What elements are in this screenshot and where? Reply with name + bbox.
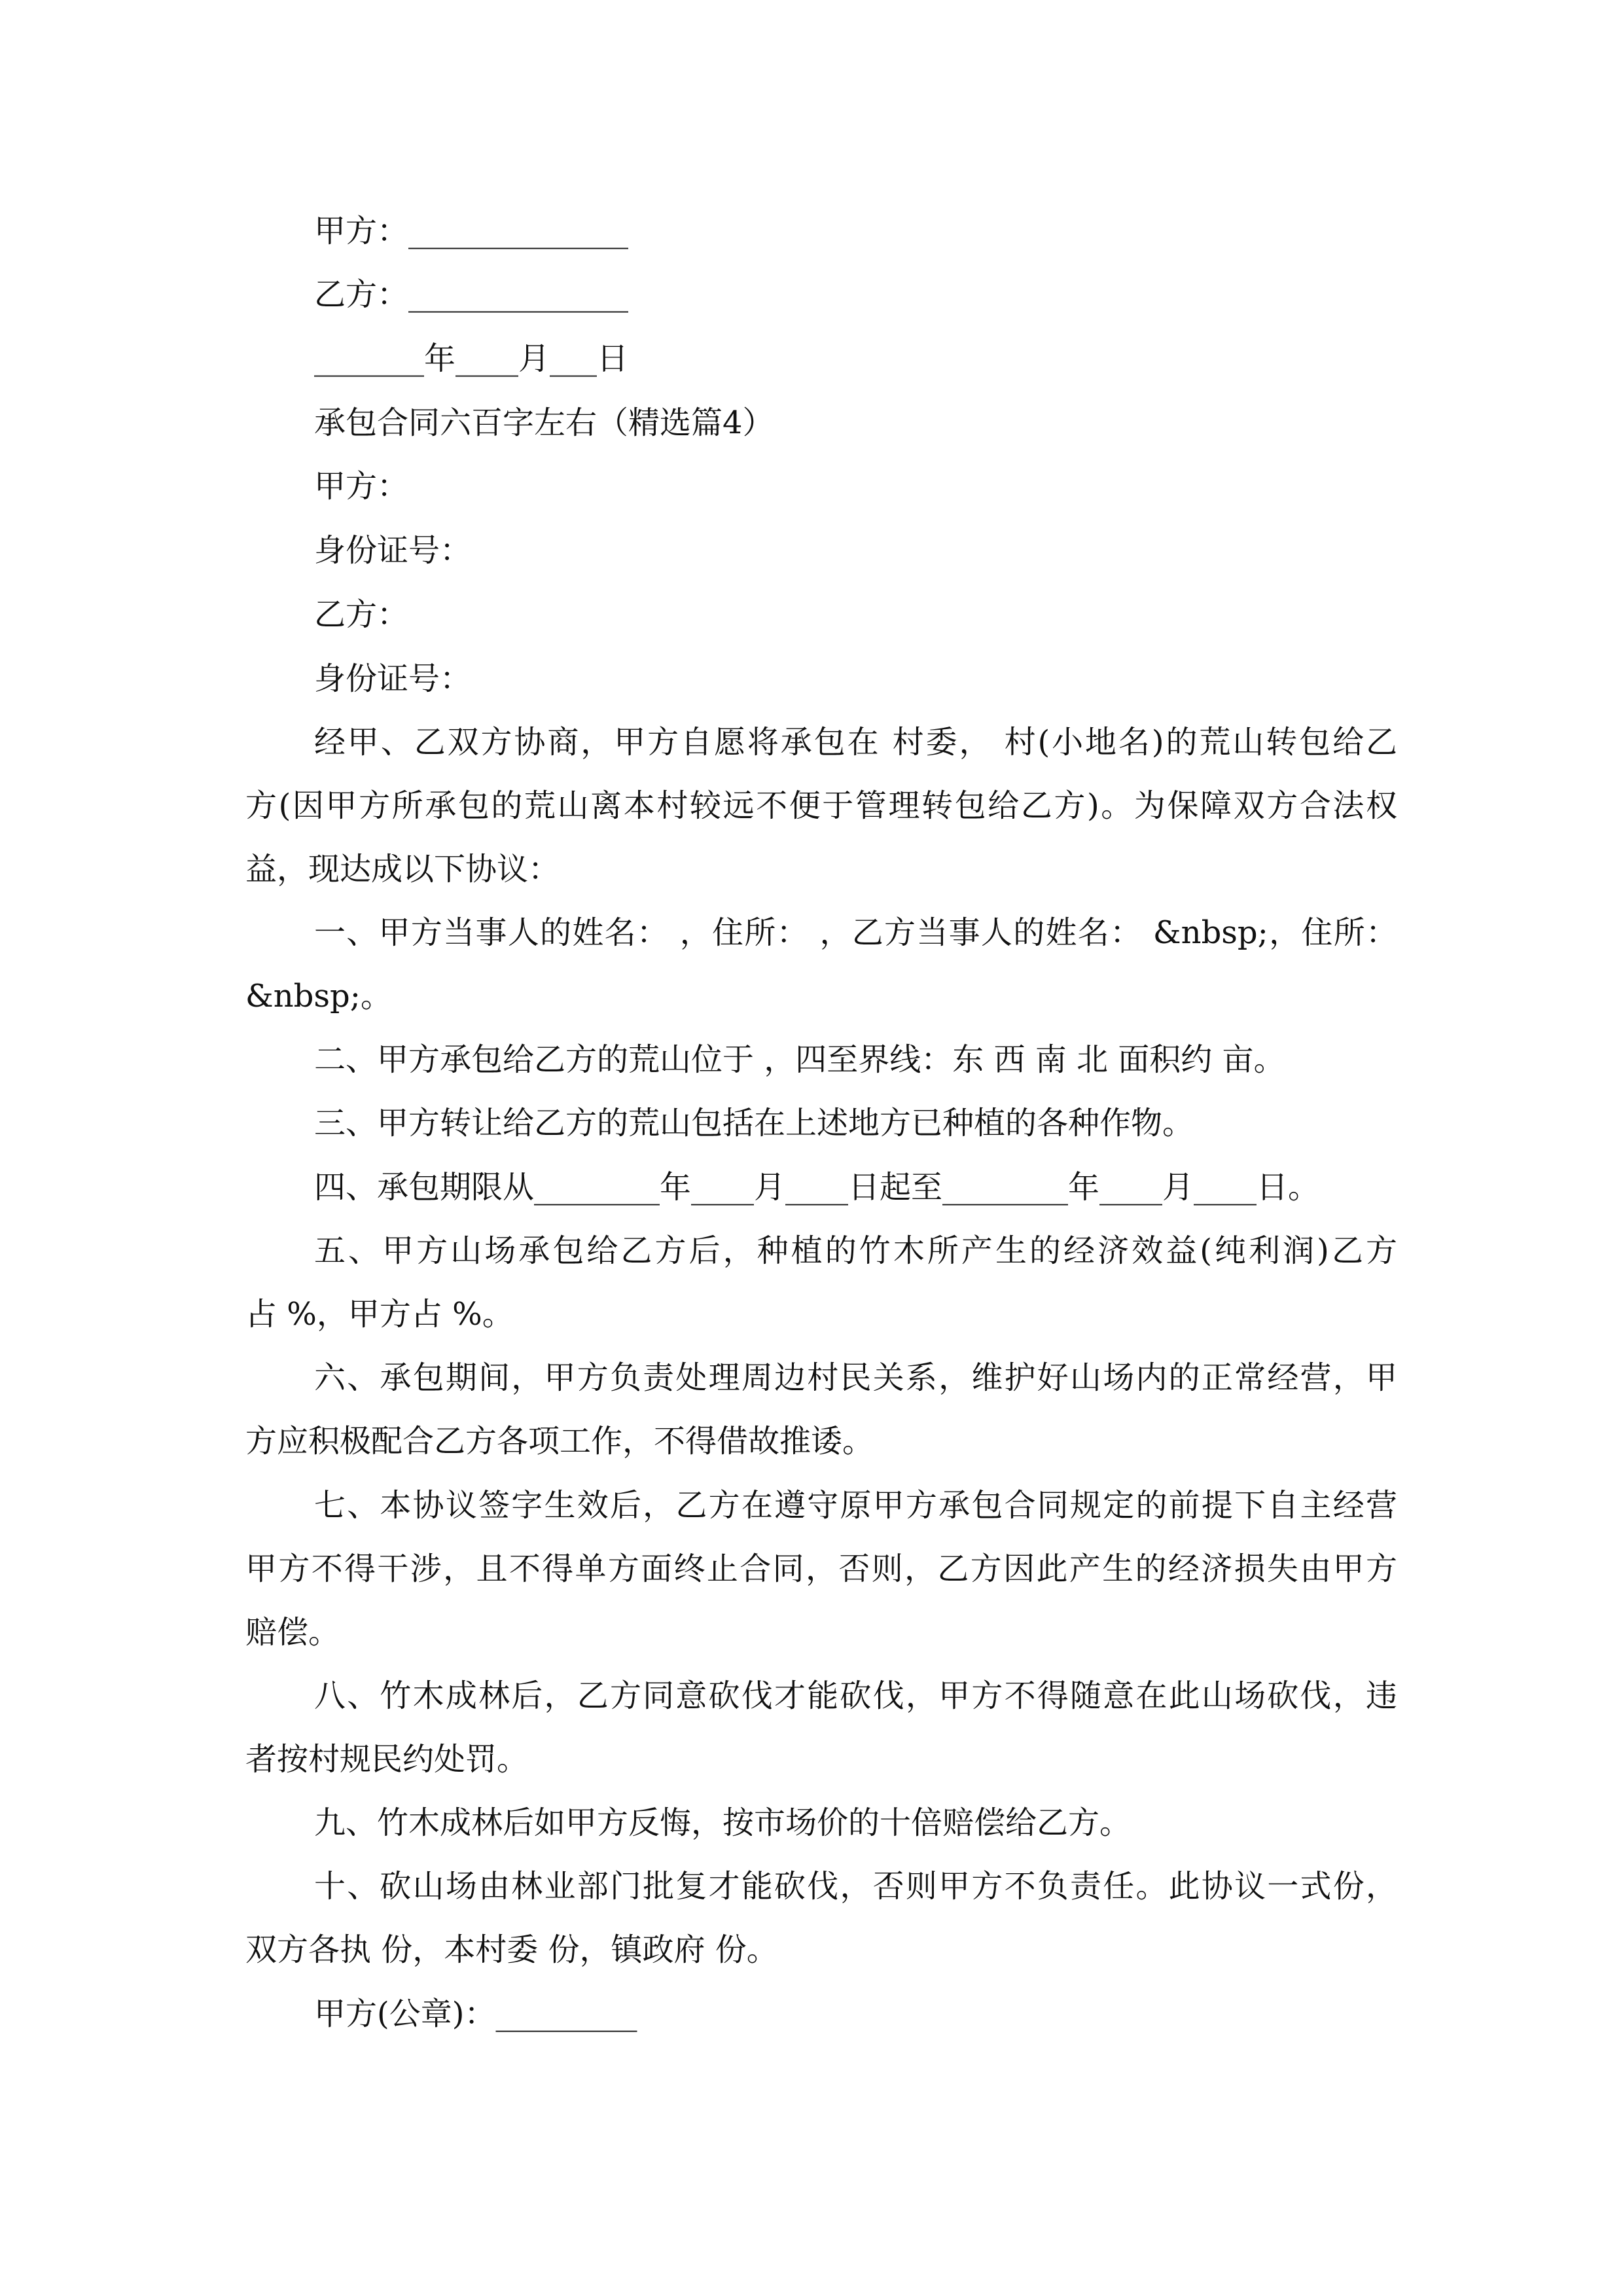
section-title: 承包合同六百字左右（精选篇4）	[314, 404, 774, 441]
signature-party-a-seal: 甲方(公章)：_________	[314, 1996, 637, 2032]
clause-6-line: 方应积极配合乙方各项工作，不得借故推诿。	[245, 1423, 874, 1460]
clause-1-line: &nbsp;。	[245, 978, 392, 1014]
signature-party-b: 乙方：______________	[314, 276, 629, 313]
signature-party-a: 甲方：______________	[314, 213, 629, 249]
clause-7-line: 赔偿。	[245, 1614, 340, 1651]
intro-line: 益，现达成以下协议：	[245, 851, 560, 888]
clause-9-line: 九、竹木成林后如甲方反悔，按市场价的十倍赔偿给乙方。	[314, 1804, 1132, 1841]
header-id-a: 身份证号：	[314, 532, 472, 569]
clause-10-line: 双方各执 份，本村委 份，镇政府 份。	[245, 1931, 778, 1968]
intro-line: 方(因甲方所承包的荒山离本村较远不便于管理转包给乙方)。为保障双方合法权	[245, 787, 1397, 824]
clause-8-line: 八、竹木成林后，乙方同意砍伐才能砍伐，甲方不得随意在此山场砍伐，违	[314, 1677, 1397, 1714]
clause-10-line: 十、砍山场由林业部门批复才能砍伐，否则甲方不负责任。此协议一式份，	[314, 1868, 1397, 1905]
header-id-b: 身份证号：	[314, 660, 472, 697]
clause-8-line: 者按村规民约处罚。	[245, 1741, 529, 1778]
clause-6-line: 六、承包期间，甲方负责处理周边村民关系，维护好山场内的正常经营，甲	[314, 1359, 1397, 1396]
clause-5-line: 五、甲方山场承包给乙方后，种植的竹木所产生的经济效益(纯利润)乙方	[314, 1232, 1397, 1269]
intro-line: 经甲、乙双方协商，甲方自愿将承包在 村委， 村(小地名)的荒山转包给乙	[314, 724, 1397, 761]
clause-7-line: 七、本协议签字生效后，乙方在遵守原甲方承包合同规定的前提下自主经营	[314, 1487, 1397, 1524]
header-party-a: 甲方：	[314, 468, 409, 505]
clause-7-line: 甲方不得干涉，且不得单方面终止合同，否则，乙方因此产生的经济损失由甲方	[245, 1551, 1397, 1587]
clause-5-line: 占 %，甲方占 %。	[245, 1296, 514, 1333]
clause-3-line: 三、甲方转让给乙方的荒山包括在上述地方已种植的各种作物。	[314, 1105, 1194, 1141]
clause-1-line: 一、甲方当事人的姓名： ，住所： ，乙方当事人的姓名： &nbsp;，住所：	[314, 914, 1397, 951]
clause-4-line: 四、承包期限从________年____月____日起至________年____月____日。	[314, 1169, 1320, 1206]
signature-date: _______年____月___日	[314, 340, 629, 377]
header-party-b: 乙方：	[314, 596, 409, 633]
clause-2-line: 二、甲方承包给乙方的荒山位于 ，四至界线：东 西 南 北 面积约 亩。	[314, 1041, 1285, 1078]
